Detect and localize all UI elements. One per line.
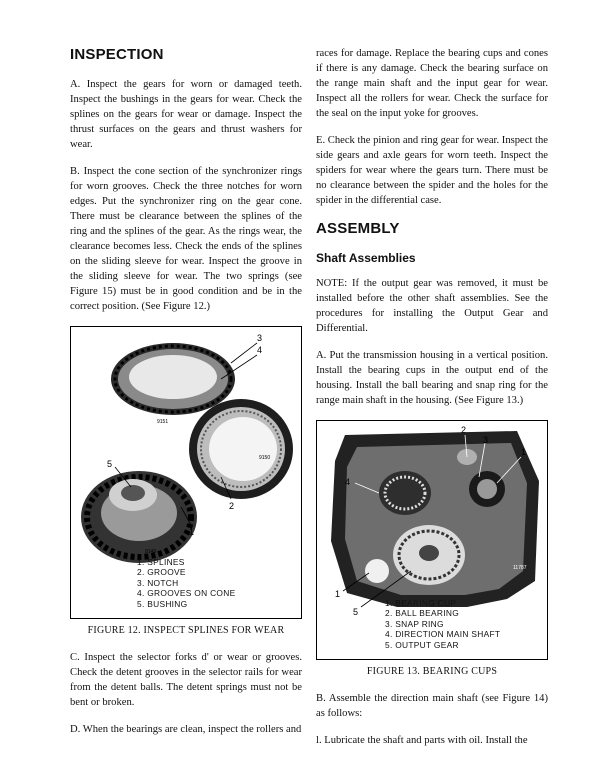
fig13-callout-1-bottom: 1: [335, 589, 341, 599]
fig13-code: 11787: [513, 565, 527, 571]
inspection-para-a: A. Inspect the gears for worn or damaged teeth. Inspect the bushings in the gears for wear. Check the splines on the gears for wear or damage. Inspect the thrust surfaces on the gears and thrust washers for wear.: [70, 79, 302, 150]
fig13-legend-item: 2. BALL BEARING: [385, 608, 460, 619]
fig12-legend-item: 2. GROOVE: [137, 567, 186, 578]
inspection-para-d: D. When the bearings are clean, inspect the rollers and: [70, 724, 302, 735]
right-column: [316, 46, 548, 760]
fig12-legend-item: 3. NOTCH: [137, 577, 179, 588]
fig12-legend-item: 1. SPLINES: [137, 557, 185, 567]
inspection-heading: INSPECTION: [70, 46, 164, 63]
fig12-callout-4: 4: [257, 345, 263, 355]
fig13-callout-1-top: 1: [521, 447, 527, 457]
fig13-legend-item: 1. BEARING CUP: [385, 598, 457, 608]
figure-12-legend: [137, 557, 235, 609]
assembly-para-a: A. Put the transmission housing in a vertical position. Install the bearing cups in the output end of the housing. Install the ball bearing and snap ring for the range main shaft in the housing. (See Figure 13.): [316, 350, 548, 406]
inspection-para-e: E. Check the pinion and ring gear for wear. Inspect the side gears and axle gears for worn teeth. Inspect the spiders for wear where the gears turn. There must be no clearance between the spider and the holes for the spider in the differential case.: [316, 135, 548, 206]
fig12-callout-3: 3: [257, 333, 263, 343]
assembly-note: NOTE: If the output gear was removed, it must be installed before the other shaft assemblies. See the procedures for installing the Output Gear and Differential.: [316, 278, 548, 334]
shaft-assemblies-subheading: Shaft Assemblies: [316, 251, 416, 265]
figure-12-caption: FIGURE 12. INSPECT SPLINES FOR WEAR: [87, 625, 285, 636]
fig13-legend-item: 5. OUTPUT GEAR: [385, 639, 459, 650]
fig12-code-9150: 9150: [259, 455, 271, 461]
figure-13-legend: [385, 598, 500, 650]
assembly-step-1: l. Lubricate the shaft and parts with oil. Install the: [316, 735, 528, 746]
inspection-para-d-continued: races for damage. Replace the bearing cups and cones if there is any damage. Check the bearing surface on the range main shaft and the input gear for wear. Inspect all the rollers for wear. Check the surface for the seal on the input yoke for grooves.: [316, 48, 548, 119]
fig13-callout-2: 2: [461, 425, 467, 435]
figure-13-caption: FIGURE 13. BEARING CUPS: [366, 666, 498, 677]
figure-13: [316, 420, 548, 660]
fig13-legend-item: 3. SNAP RING: [385, 618, 444, 629]
fig12-legend-item: 5. BUSHING: [137, 598, 188, 609]
fig13-callout-4: 4: [345, 477, 351, 487]
fig12-callout-1: 1: [189, 527, 195, 537]
fig13-callout-3: 3: [483, 435, 489, 445]
fig12-legend-item: 4. GROOVES ON CONE: [137, 588, 236, 599]
inspection-para-b: B. Inspect the cone section of the synchronizer rings for worn grooves. Check the three notches for worn edges. Put the synchronizer ring on the gear cone. There must be clearance between the splines of the ring and the splines of the gear. As the rings wear, the clearance becomes less. Check the ends of the splines on the sliding sleeve for wear. Inspect the groove in the sliding sleeve for wear. The two springs (see Figure 15) must be in good condition and be in the correct position. (See Figure 12.): [70, 166, 302, 312]
synchronizer-ring-image: [111, 343, 235, 415]
inspection-para-c: C. Inspect the selector forks d' or wear or grooves. Check the detent grooves in the selector rails for wear from the detent balls. The detent springs must not be bent or broken.: [70, 652, 302, 708]
left-column: [70, 46, 302, 749]
fig13-callout-5: 5: [353, 607, 359, 617]
fig12-callout-5: 5: [107, 459, 113, 469]
sliding-sleeve-image: [189, 399, 293, 499]
fig12-code-9151: 9151: [157, 419, 169, 425]
assembly-para-b: B. Assemble the direction main shaft (see Figure 14) as follows:: [316, 693, 548, 719]
figure-12: [70, 326, 302, 619]
fig12-callout-2: 2: [229, 501, 235, 511]
assembly-heading: ASSEMBLY: [316, 220, 400, 237]
fig13-legend-item: 4. DIRECTION MAIN SHAFT: [385, 629, 501, 640]
gear-image: [81, 471, 197, 563]
fig12-code-9149: 9149: [145, 549, 157, 555]
